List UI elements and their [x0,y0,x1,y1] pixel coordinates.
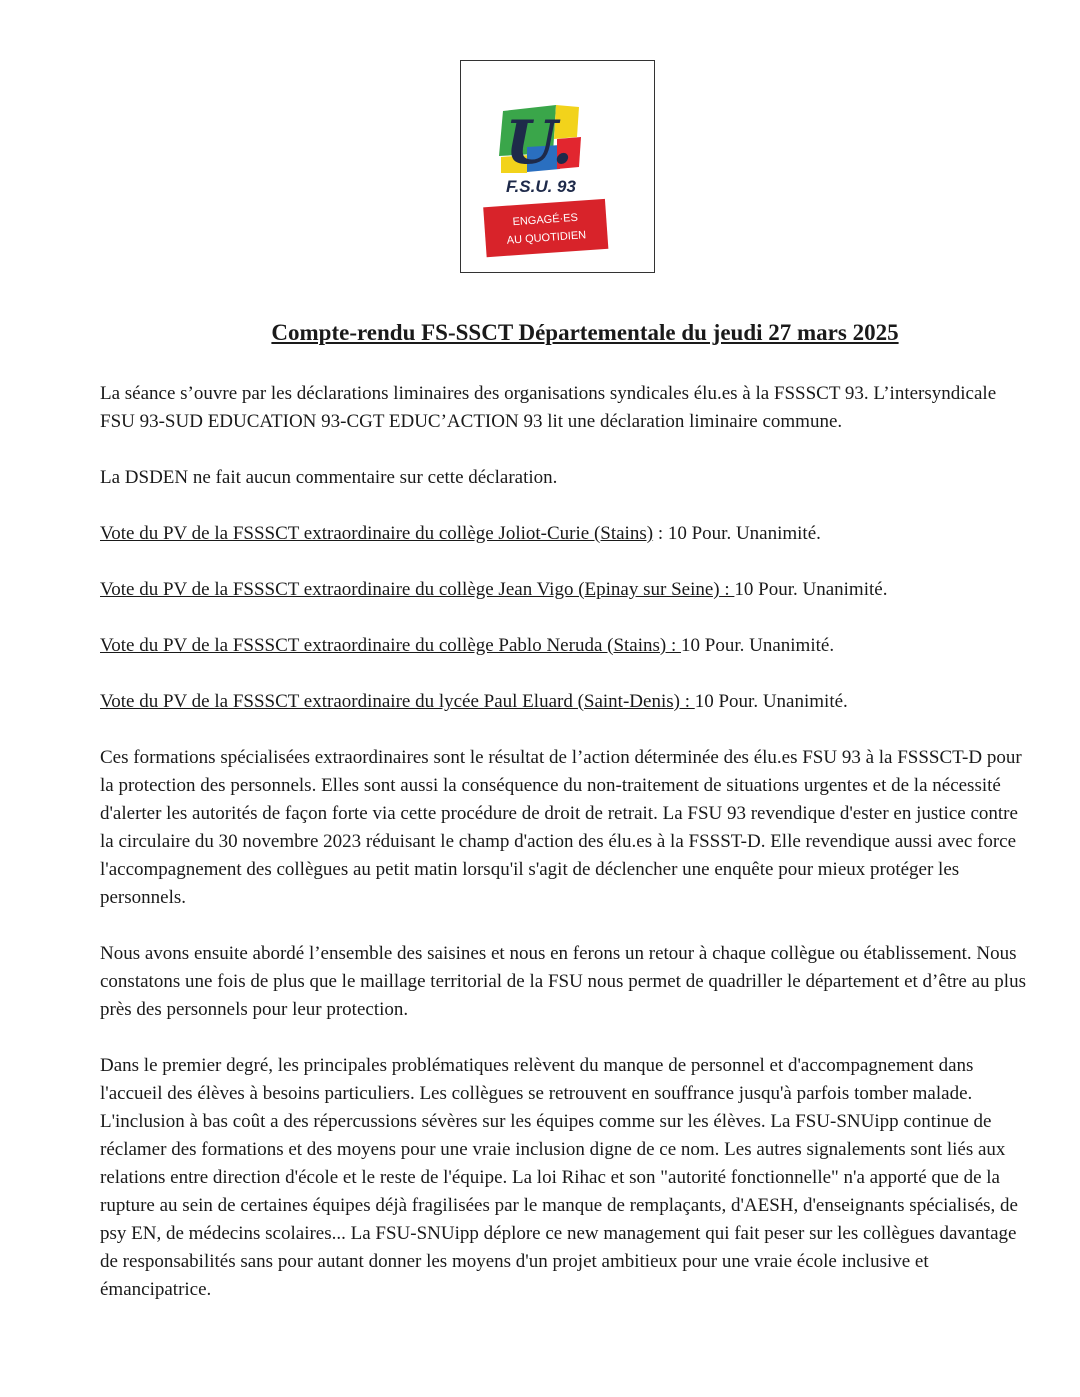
logo-tagline-line2: AU QUOTIDIEN [506,229,587,247]
paragraph-intro: La séance s’ouvre par les déclarations liminaires des organisations syndicales élu.es à la FSSSCT 93. L’intersyndicale FSU 93-SUD EDUCATION 93-CGT EDUC’ACTION 93 lit une déclaration liminaire commune. [100,383,997,432]
paragraph-dsden: La DSDEN ne fait aucun commentaire sur cette déclaration. [100,467,558,488]
vote-line [100,520,1035,548]
vote-label: Vote du PV de la FSSSCT extraordinaire du collège Pablo Neruda (Stains) : [100,635,682,656]
vote-label: Vote du PV de la FSSSCT extraordinaire du collège Jean Vigo (Epinay sur Seine) : [100,579,735,600]
paragraph-premier-degre: Dans le premier degré, les principales problématiques relèvent du manque de personnel et d'accompagnement dans l'accueil des élèves à besoins particuliers. Les collègues se retrouvent en souffrance jusqu'à parfois tomber malade. L'inclusion à bas coût a des répercussions sévères sur les équipes comme sur les élèves. La FSU-SNUipp continue de réclamer des formations et des moyens pour une vraie inclusion digne de ce nom. Les autres signalements sont liés aux relations entre direction d'école et le reste de l'équipe. La loi Rihac et son "autorité fonctionnelle" n'a apporté que de la rupture au sein de certaines équipes déjà fragilisées par le manque de remplaçants, d'AESH, d'enseignants spécialisés, de psy EN, de médecins scolaires... La FSU-SNUipp déplore ce new management qui fait peser sur les collègues davantage de responsabilités sans pour autant donner les moyens d'un projet ambitieux pour une vraie école inclusive et émancipatrice. [100,1055,1018,1300]
logo-tagline-banner [483,199,608,257]
logo-tagline-line1: ENGAGÉ·ES [512,211,579,229]
vote-result: 10 Pour. Unanimité. [681,635,835,656]
paragraph-saisines: Nous avons ensuite abordé l’ensemble des saisines et nous en ferons un retour à chaque collègue ou établissement. Nous constatons une fois de plus que le maillage territorial de la FSU nous permet de quadriller le département et d’être au plus près des personnels pour leur protection. [100,943,1026,1020]
vote-line [100,576,1035,604]
vote-result: 10 Pour. Unanimité. [734,579,888,600]
vote-label: Vote du PV de la FSSSCT extraordinaire du lycée Paul Eluard (Saint-Denis) : [100,691,695,712]
paragraph-formations: Ces formations spécialisées extraordinaires sont le résultat de l’action déterminée des élu.es FSU 93 à la FSSSCT-D pour la protection des personnels. Elles sont aussi la conséquence du non-traitement de situations urgentes et de la nécessité d'alerter les autorités de façon forte via cette procédure de droit de retrait. La FSU 93 revendique d'ester en justice contre la circulaire du 30 novembre 2023 réduisant le champ d'action des élu.es à la FSSST-D. Elle revendique aussi avec force l'accompagnement des collègues au petit matin lorsqu'il s'agit de déclencher une enquête pour mieux protéger les personnels. [100,747,1022,908]
vote-result: 10 Pour. Unanimité. [694,691,848,712]
vote-label: Vote du PV de la FSSSCT extraordinaire du collège Joliot-Curie (Stains) [100,523,654,544]
vote-separator: : [653,523,668,544]
document-body [100,380,1035,1332]
fsu-logo-graphic [461,61,656,274]
document-title-text: Compte-rendu FS-SSCT Départementale du jeudi 27 mars 2025 [271,320,899,345]
logo-org-name: F.S.U. 93 [506,177,576,196]
document-title [0,320,1080,346]
vote-result: 10 Pour. Unanimité. [667,523,821,544]
fsu-93-logo [460,60,655,273]
logo-letter: U. [505,108,573,178]
vote-line [100,632,1035,660]
vote-line [100,688,1035,716]
